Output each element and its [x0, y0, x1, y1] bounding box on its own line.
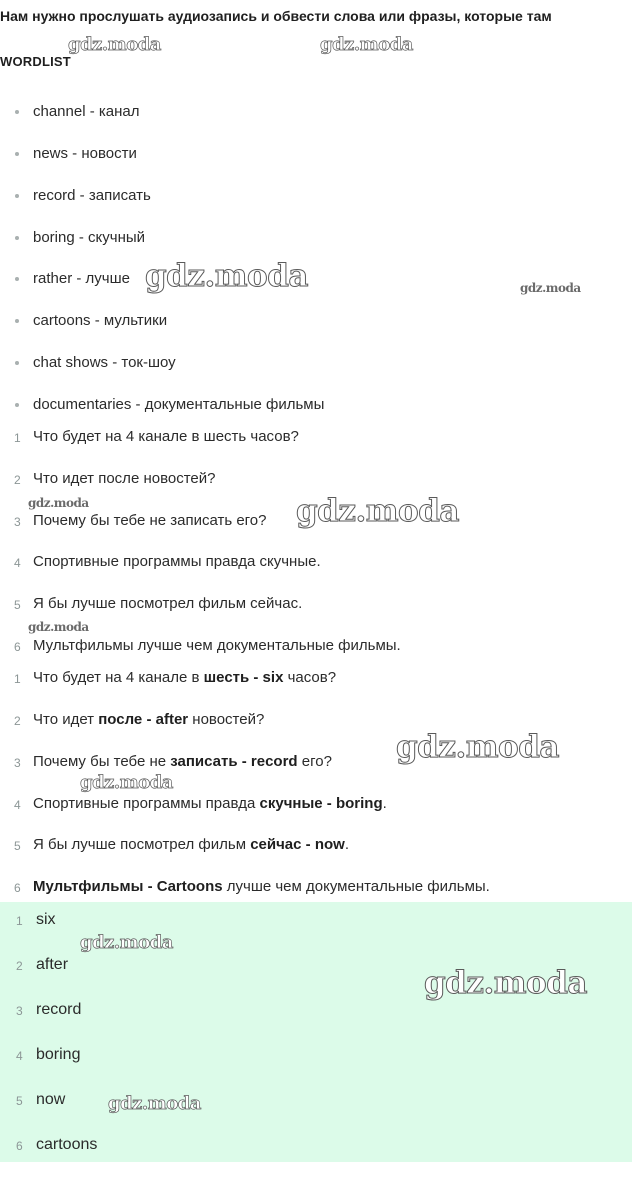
bullet-icon: [15, 110, 19, 114]
watermark: gdz.moda: [296, 493, 459, 529]
watermark: gdz.moda: [396, 729, 559, 765]
bullet-icon: [15, 236, 19, 240]
watermark: gdz.moda: [28, 496, 89, 510]
wordlist-heading: WORDLIST: [0, 54, 71, 69]
watermark: gdz.moda: [80, 772, 173, 793]
bullet-icon: [15, 194, 19, 198]
watermark: gdz.moda: [108, 1093, 201, 1114]
answer-highlight: сейчас - now: [250, 836, 345, 853]
watermark: gdz.moda: [28, 620, 89, 634]
answer-highlight: шесть - six: [203, 669, 284, 686]
answer-highlight: Мультфильмы - Cartoons: [33, 878, 223, 895]
answer-highlight: скучные - boring: [259, 795, 383, 812]
watermark: gdz.moda: [424, 965, 587, 1001]
watermark: gdz.moda: [320, 34, 413, 55]
page-title: Нам нужно прослушать аудиозапись и обвести слова или фразы, которые там: [0, 8, 552, 24]
watermark: gdz.moda: [68, 34, 161, 55]
bullet-icon: [15, 319, 19, 323]
answer-highlight: после - after: [98, 711, 189, 728]
answer-highlight: записать - record: [170, 753, 298, 770]
bullet-icon: [15, 403, 19, 407]
watermark: gdz.moda: [80, 932, 173, 953]
watermark: gdz.moda: [145, 258, 308, 294]
bullet-icon: [15, 361, 19, 365]
watermark: gdz.moda: [520, 281, 581, 295]
bullet-icon: [15, 152, 19, 156]
bullet-icon: [15, 277, 19, 281]
